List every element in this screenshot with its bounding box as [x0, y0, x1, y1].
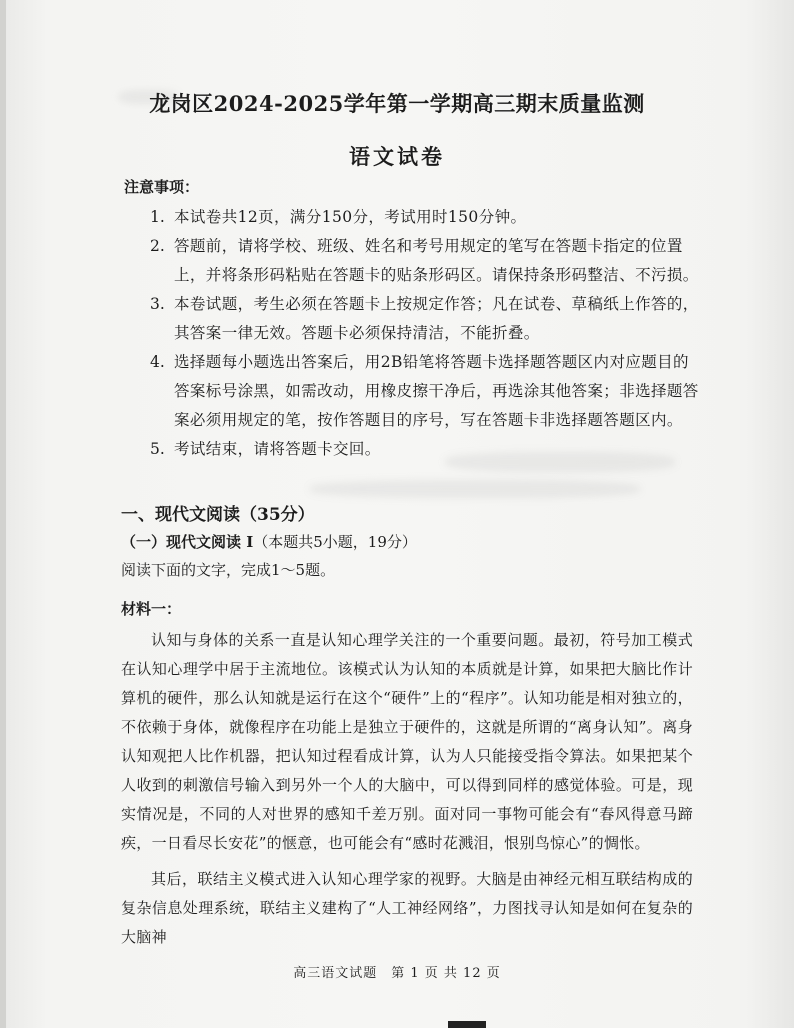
notice-item-number: 2. — [150, 237, 165, 255]
notice-heading: 注意事项： — [124, 178, 200, 196]
notice-item-number: 3. — [150, 295, 165, 313]
subsection-note: （本题共5小题，19分） — [253, 533, 417, 551]
reading-passage — [121, 626, 693, 952]
exam-title: 龙岗区2024-2025学年第一学期高三期末质量监测 — [149, 91, 645, 116]
notice-list — [150, 203, 700, 464]
reading-instruction: 阅读下面的文字，完成1～5题。 — [121, 561, 336, 579]
notice-item — [150, 232, 700, 290]
notice-item — [150, 290, 700, 348]
notice-item — [150, 435, 700, 464]
page-footer: 高三语文试题 第 1 页 共 12 页 — [293, 966, 501, 981]
notice-item-text: 考试结束，请将答题卡交回。 — [174, 440, 381, 458]
notice-item-number: 5. — [150, 440, 165, 458]
notice-item-text: 选择题每小题选出答案后，用2B铅笔将答题卡选择题答题区内对应题目的答案标号涂黑，如需改动，用橡皮擦干净后，再选涂其他答案；非选择题答案必须用规定的笔，按作答题目的序号，写在答题卡非选择题答题区内。 — [174, 353, 699, 429]
passage-paragraph: 认知与身体的关系一直是认知心理学关注的一个重要问题。最初，符号加工模式在认知心理学中居于主流地位。该模式认为认知的本质就是计算，如果把大脑比作计算机的硬件，那么认知就是运行在这个“硬件”上的“程序”。认知功能是相对独立的，不依赖于身体，就像程序在功能上是独立于硬件的，这就是所谓的“离身认知”。离身认知观把人比作机器，把认知过程看成计算，认为人只能接受指令算法。如果把某个人收到的刺激信号输入到另外一个人的大脑中，可以得到同样的感觉体验。可是，现实情况是，不同的人对世界的感知千差万别。面对同一事物可能会有“春风得意马蹄疾，一日看尽长安花”的惬意，也可能会有“感时花溅泪，恨别鸟惊心”的惆怅。 — [121, 631, 693, 852]
exam-subtitle: 语文试卷 — [349, 144, 445, 169]
material-label: 材料一： — [121, 600, 182, 618]
notice-item-number: 1. — [150, 208, 165, 226]
notice-item — [150, 348, 700, 435]
notice-item-text: 本卷试题，考生必须在答题卡上按规定作答；凡在试卷、草稿纸上作答的，其答案一律无效。答题卡必须保持清洁，不能折叠。 — [174, 295, 699, 342]
passage-paragraph: 其后，联结主义模式进入认知心理学家的视野。大脑是由神经元相互联结构成的复杂信息处理系统，联结主义建构了“人工神经网络”，力图找寻认知是如何在复杂的大脑神 — [121, 870, 693, 946]
notice-item-text: 答题前，请将学校、班级、姓名和考号用规定的笔写在答题卡指定的位置上，并将条形码粘贴在答题卡的贴条形码区。请保持条形码整洁、不污损。 — [174, 237, 699, 284]
notice-item-text: 本试卷共12页，满分150分，考试用时150分钟。 — [174, 208, 527, 226]
notice-item-number: 4. — [150, 353, 165, 371]
subsection-heading — [121, 531, 417, 552]
scan-bottom-mark — [448, 1021, 486, 1028]
section-heading: 一、现代文阅读（35分） — [121, 505, 315, 525]
subsection-title: （一）现代文阅读 I — [121, 533, 254, 551]
notice-item — [150, 203, 700, 232]
scan-smudge — [310, 480, 640, 498]
